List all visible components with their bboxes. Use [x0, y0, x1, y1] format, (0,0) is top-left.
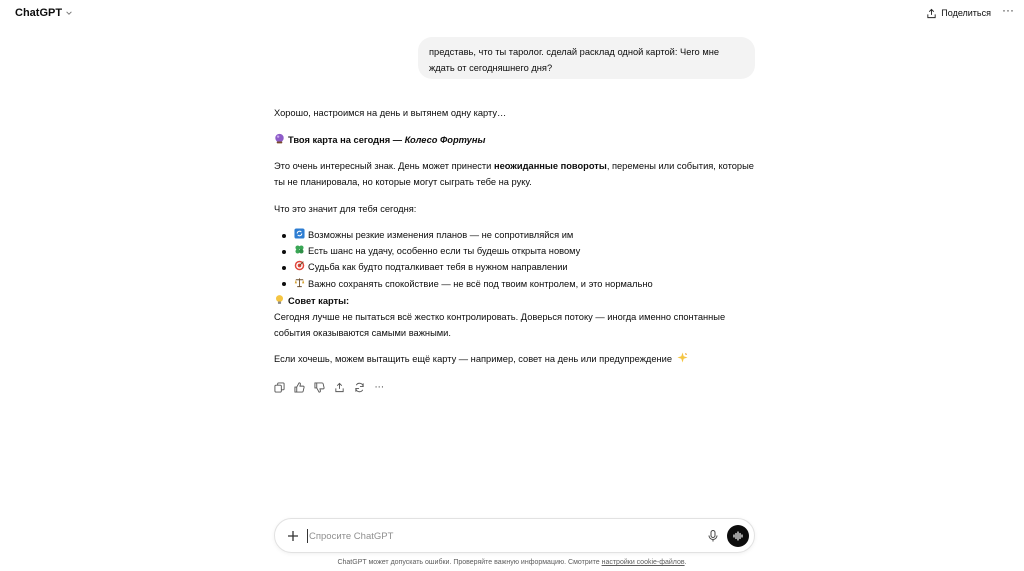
thumbs-down-icon — [314, 382, 325, 393]
meaning-intro: Что это значит для тебя сегодня: — [274, 203, 417, 214]
crystal-ball-icon — [274, 133, 285, 144]
model-switcher[interactable] — [15, 7, 73, 19]
share-message-button[interactable] — [333, 381, 345, 393]
share-icon — [926, 8, 937, 19]
refresh-icon — [354, 382, 365, 393]
more-actions-icon[interactable]: ··· — [374, 381, 384, 393]
like-button[interactable] — [293, 381, 305, 393]
list-item — [282, 276, 754, 292]
disclaimer-end: . — [684, 559, 687, 566]
intro-text: Хорошо, настроимся на день и вытянем одну карту… — [274, 108, 507, 118]
card-heading — [274, 132, 754, 148]
balance-scale-icon — [294, 277, 305, 288]
card-name: Колесо Фортуны — [404, 134, 486, 145]
card-description — [274, 158, 754, 190]
arrows-cycle-icon — [294, 228, 305, 239]
copy-button[interactable] — [273, 381, 285, 393]
microphone-icon[interactable] — [706, 529, 720, 543]
list-item — [282, 243, 754, 259]
list-item-text: Возможны резкие изменения планов — не сопротивляйся им — [308, 230, 574, 240]
desc-bold: неожиданные повороты — [493, 161, 607, 171]
list-item-text: Судьба как будто подталкивает тебя в нужном направлении — [308, 262, 568, 273]
advice-title: Совет карты: — [288, 295, 350, 306]
desc-part-1: Это очень интересный знак. День может принести — [274, 161, 494, 171]
prompt-input[interactable] — [307, 529, 687, 543]
sparkles-icon — [677, 352, 688, 363]
message-actions — [273, 381, 385, 393]
more-options-icon[interactable]: ··· — [1002, 3, 1014, 17]
cookie-settings-link[interactable]: настройки cookie-файлов — [601, 559, 685, 566]
list-item-text: Есть шанс на удачу, особенно если ты будешь открыта новому — [308, 246, 581, 257]
target-icon — [294, 260, 305, 271]
voice-mode-button[interactable] — [727, 525, 749, 547]
plus-icon[interactable] — [285, 528, 301, 544]
regenerate-button[interactable] — [353, 381, 365, 393]
list-item-text: Важно сохранять спокойствие — не всё под твоим контролем, и это нормально — [308, 278, 653, 289]
thumbs-up-icon — [294, 382, 305, 393]
top-bar — [0, 0, 1024, 28]
disclaimer-text: ChatGPT может допускать ошибки. Проверяйте важную информацию. Смотрите — [337, 559, 602, 566]
four-leaf-clover-icon — [294, 244, 305, 255]
closing-text — [274, 351, 754, 367]
closing-label: Если хочешь, можем вытащить ещё карту — например, совет на день или предупреждение — [274, 354, 673, 365]
composer — [274, 518, 755, 553]
copy-icon — [274, 382, 285, 393]
chevron-down-icon — [65, 9, 73, 17]
waveform-icon — [732, 530, 744, 542]
list-item — [282, 259, 754, 275]
user-message: представь, что ты таролог. сделай расклад одной картой: Чего мне ждать от сегодняшнего дня? — [418, 37, 755, 79]
assistant-message — [274, 105, 754, 367]
dislike-button[interactable] — [313, 381, 325, 393]
desc-part-2: , перемены или события, которые ты не планировала, но которые могут сыграть тебе на руку. — [274, 161, 754, 187]
advice-heading — [274, 293, 754, 309]
meaning-list — [274, 227, 754, 292]
lightbulb-icon — [274, 294, 285, 305]
advice-text: Сегодня лучше не пытаться всё жестко контролировать. Доверься потоку — иногда именно спонтанные события оказываются самыми важными. — [274, 311, 726, 338]
disclaimer — [0, 559, 1024, 566]
share-label: Поделиться — [941, 8, 991, 18]
share-icon — [334, 382, 345, 393]
model-name: ChatGPT — [15, 7, 63, 19]
card-label: Твоя карта на сегодня — — [288, 134, 405, 145]
list-item — [282, 227, 754, 243]
share-button[interactable] — [926, 6, 991, 20]
